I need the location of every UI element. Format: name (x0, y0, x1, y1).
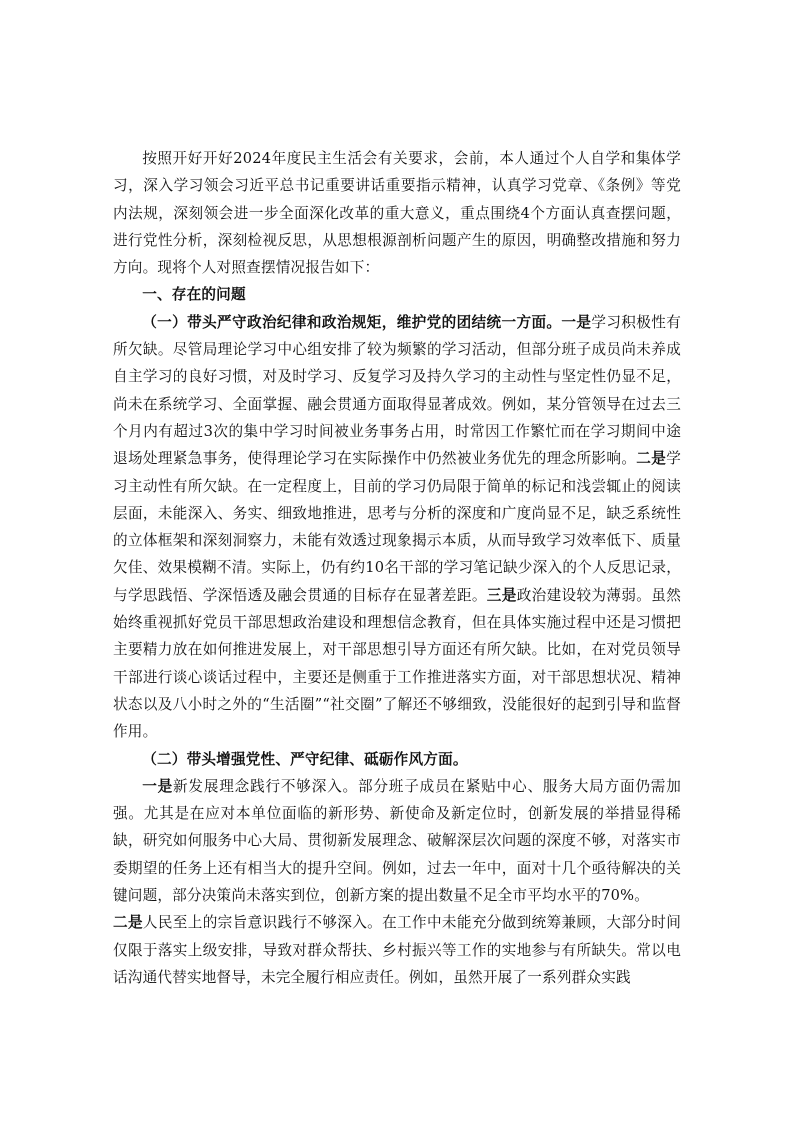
sub2-paragraph (113, 773, 681, 991)
sub1-point2-text: 学习主动性有所欠缺。在一定程度上，目前的学习仍局限于简单的标记和浅尝辄止的阅读层面，未能深入、务实、细致地推进，思考与分析的深度和广度尚显不足，缺乏系统性的立体框架和深刻洞察力，未能有效透过现象揭示本质，从而导致学习效率低下、质量欠佳、效果模糊不清。实际上，仍有约10名干部的学习笔记缺少深入的个人反思记录，与学思践悟、学深悟透及融会贯通的目标存在显著差距。 (113, 450, 681, 604)
sub1-point2-label: 二是 (636, 450, 667, 468)
intro-paragraph: 按照开好开好2024年度民主生活会有关要求，会前，本人通过个人自学和集体学习，深入学习领会习近平总书记重要讲话重要指示精神，认真学习党章、《条例》等党内法规，深刻领会进一步全面深化改革的重大意义，重点围绕4个方面认真查摆问题，进行党性分析，深刻检视反思，从思想根源剖析问题产生的原因，明确整改措施和努力方向。现将个人对照查摆情况报告如下： (113, 150, 681, 277)
section-heading-problems: 一、存在的问题 (142, 286, 246, 304)
sub1-point1-text: 学习积极性有所欠缺。尽管局理论学习中心组安排了较为频繁的学习活动，但部分班子成员尚未养成自主学习的良好习惯，对及时学习、反复学习及持久学习的主动性与坚定性仍显不足，尚未在系统学习、全面掌握、融会贯通方面取得显著成效。例如，某分管领导在过去三个月内有超过3次的集中学习时间被业务事务占用，时常因工作繁忙而在学习期间中途退场处理紧急事务，使得理论学习在实际操作中仍然被业务优先的理念所影响。 (113, 313, 681, 468)
sub2-point1-label: 一是 (142, 777, 174, 795)
sub1-point3-label: 三是 (486, 586, 517, 604)
document-body (113, 145, 681, 991)
sub2-point1-text: 新发展理念践行不够深入。部分班子成员在紧贴中心、服务大局方面仍需加强。尤其是在应对本单位面临的新形势、新使命及新定位时，创新发展的举措显得稀缺，研究如何服务中心大局、贯彻新发展理念、破解深层次问题的深度不够，对落实市委期望的任务上还有相当大的提升空间。例如，过去一年中，面对十几个亟待解决的关键问题，部分决策尚未落实到位，创新方案的提出数量不足全市平均水平的70%。 (113, 777, 681, 905)
sub1-paragraph (113, 309, 681, 746)
sub2-point2-label: 二是 (113, 914, 143, 932)
sub1-title: （一）带头严守政治纪律和政治规矩，维护党的团结统一方面。 (142, 313, 562, 331)
sub2-point2-text: 人民至上的宗旨意识践行不够深入。在工作中未能充分做到统筹兼顾，大部分时间仅限于落实上级安排，导致对群众帮扶、乡村振兴等工作的实地参与有所缺失。常以电话沟通代替实地督导，未完全履行相应责任。例如，虽然开展了一系列群众实践 (113, 914, 681, 986)
sub1-point1-label: 一是 (561, 313, 592, 331)
sub2-title: （二）带头增强党性、严守纪律、砥砺作风方面。 (142, 750, 468, 768)
sub1-point3-text: 政治建设较为薄弱。虽然始终重视抓好党员干部思想政治建设和理想信念教育，但在具体实施过程中还是习惯把主要精力放在如何推进发展上，对干部思想引导方面还有所欠缺。比如，在对党员领导干部进行谈心谈话过程中，主要还是侧重于工作推进落实方面，对干部思想状况、精神状态以及八小时之外的“生活圈”“社交圈”了解还不够细致，没能很好的起到引导和监督作用。 (113, 586, 681, 741)
